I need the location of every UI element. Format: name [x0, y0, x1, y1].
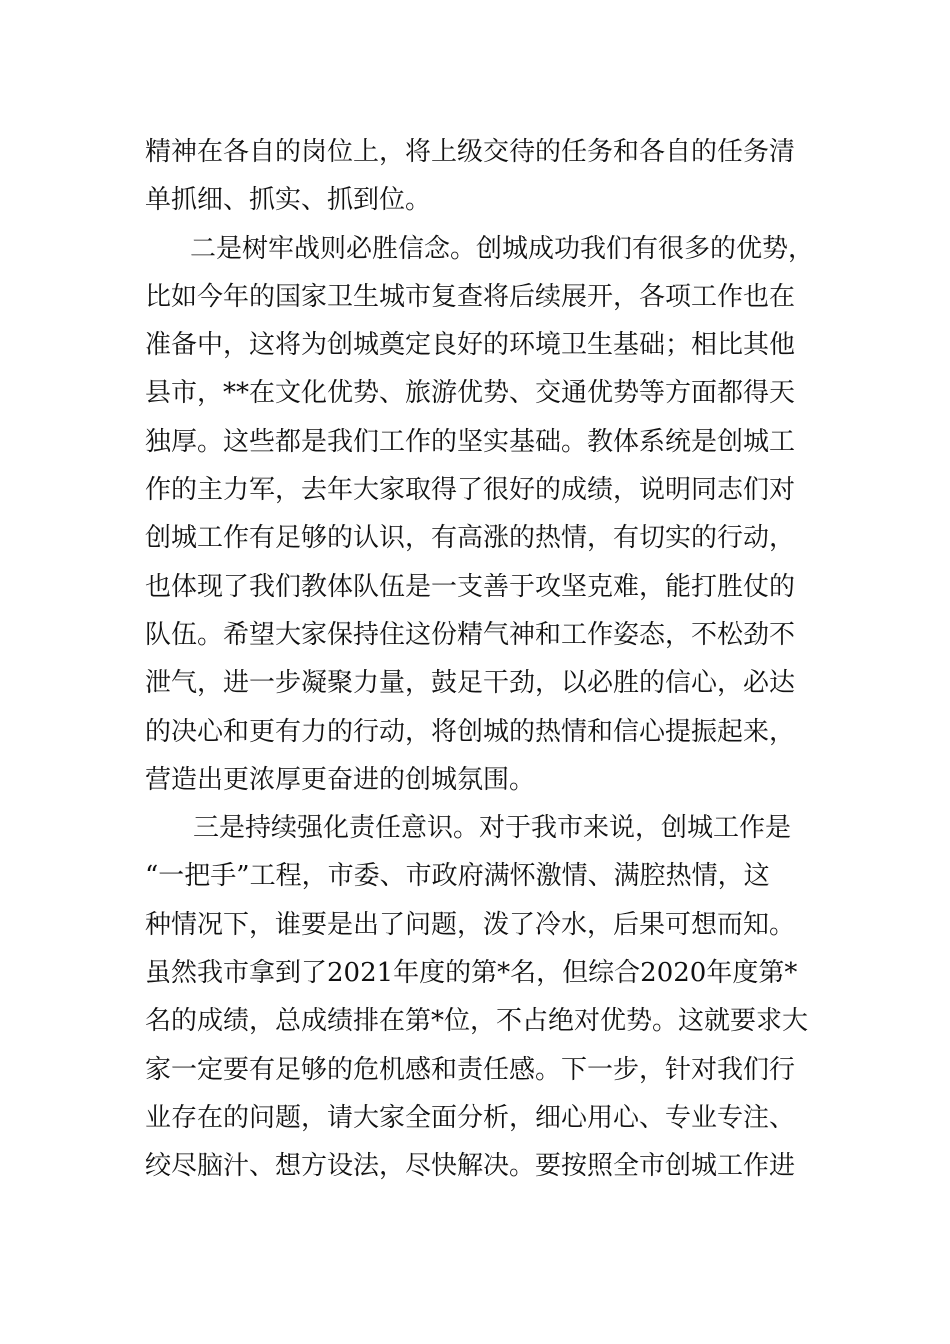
text-line: 比如今年的国家卫生城市复查将后续展开，各项工作也在: [145, 281, 796, 312]
text-line: 也体现了我们教体队伍是一支善于攻坚克难，能打胜仗的: [145, 571, 796, 602]
paragraph-3: [145, 804, 810, 1190]
text-line: 独厚。这些都是我们工作的坚实基础。教体系统是创城工: [145, 426, 796, 457]
text-line: 家一定要有足够的危机感和责任感。下一步，针对我们行: [145, 1054, 796, 1085]
text-line: 绞尽脑汁、想方设法，尽快解决。要按照全市创城工作进: [145, 1151, 796, 1182]
text-line: 的决心和更有力的行动，将创城的热情和信心提振起来，: [145, 716, 796, 747]
text-line: 单抓细、抓实、抓到位。: [145, 185, 432, 216]
text-line: 准备中，这将为创城奠定良好的环境卫生基础；相比其他: [145, 330, 796, 361]
text-line: 泄气，进一步凝聚力量，鼓足干劲，以必胜的信心，必达: [145, 668, 796, 699]
text-line: 三是持续强化责任意识。对于我市来说，创城工作是: [193, 813, 792, 844]
paragraph-1: [145, 128, 810, 225]
text-line: 作的主力军，去年大家取得了很好的成绩，说明同志们对: [145, 475, 796, 506]
text-line: 名的成绩，总成绩排在第*位，不占绝对优势。这就要求大: [145, 1006, 809, 1037]
text-line: 队伍。希望大家保持住这份精气神和工作姿态，不松劲不: [145, 619, 796, 650]
text-line: 县市，**在文化优势、旅游优势、交通优势等方面都得天: [145, 378, 796, 409]
text-line: 种情况下，谁要是出了问题，泼了冷水，后果可想而知。: [145, 909, 796, 940]
text-line: 业存在的问题，请大家全面分析，细心用心、专业专注、: [145, 1102, 796, 1133]
text-line: 创城工作有足够的认识，有高涨的热情，有切实的行动，: [145, 523, 796, 554]
text-line: 虽然我市拿到了2021年度的第*名，但综合2020年度第*: [145, 958, 798, 989]
document-body: [145, 128, 815, 1191]
paragraph-2: [145, 225, 815, 805]
text-line: 二是树牢战则必胜信念。创城成功我们有很多的优势，: [190, 233, 815, 264]
text-line: “一把手”工程，市委、市政府满怀激情、满腔热情，这: [145, 861, 770, 892]
text-line: 营造出更浓厚更奋进的创城氛围。: [145, 764, 536, 795]
text-line: 精神在各自的岗位上，将上级交待的任务和各自的任务清: [145, 137, 796, 167]
